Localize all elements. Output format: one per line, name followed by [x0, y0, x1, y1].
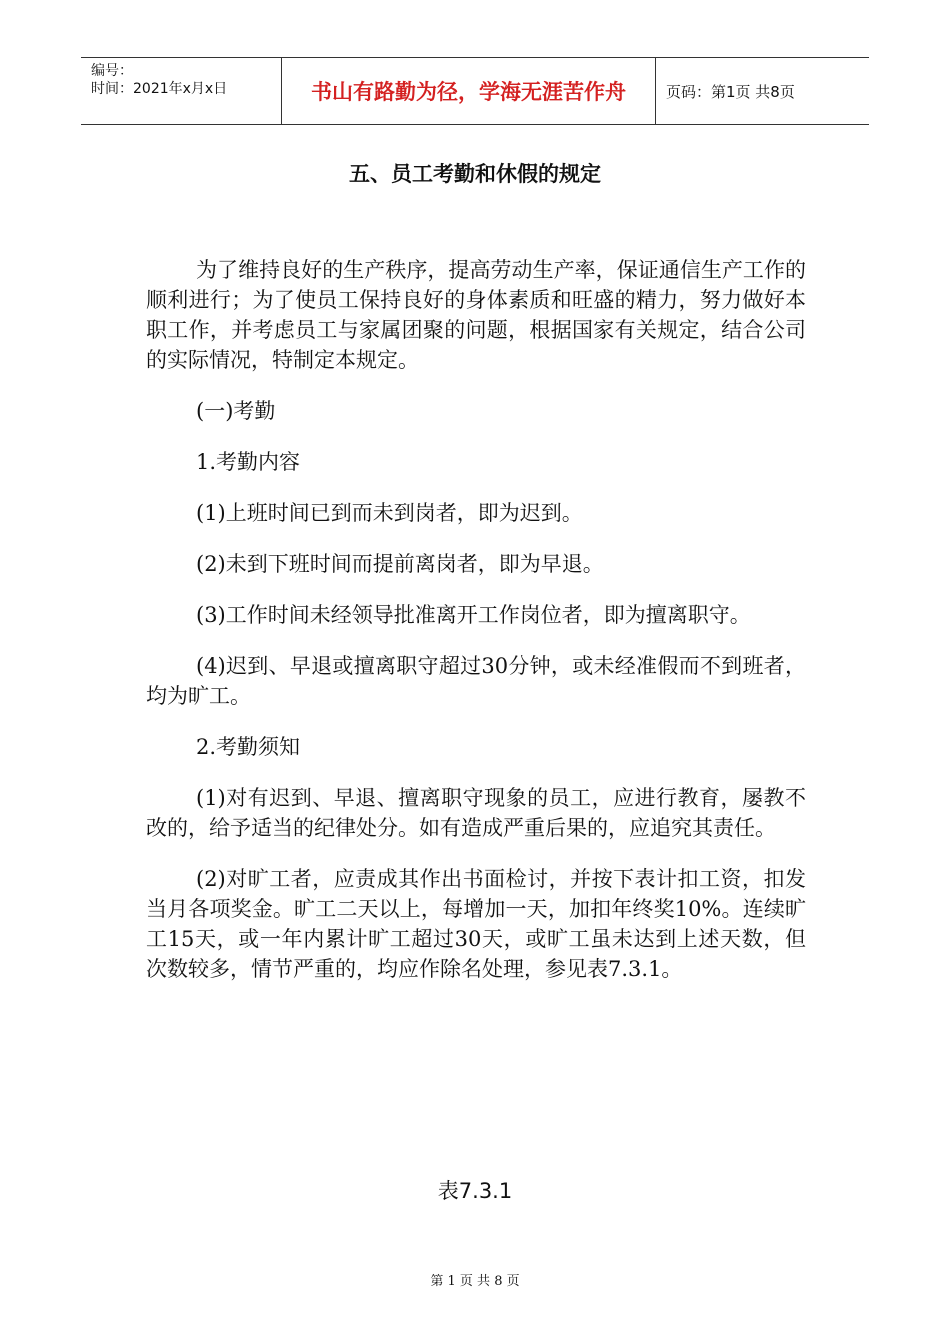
- document-title: 五、员工考勤和休假的规定: [349, 162, 601, 186]
- document-body: [146, 255, 806, 984]
- table-caption: 表7.3.1: [437, 1179, 513, 1203]
- paragraph-intro: 为了维持良好的生产秩序，提高劳动生产率，保证通信生产工作的顺利进行；为了使员工保持良好的身体素质和旺盛的精力，努力做好本职工作，并考虑员工与家属团聚的问题，根据国家有关规定，结合公司的实际情况，特制定本规定。: [146, 258, 806, 372]
- document-header: [81, 57, 869, 125]
- header-page-info: 页码：第1页 共8页: [666, 82, 795, 101]
- subheading-attendance-content: 1.考勤内容: [196, 450, 301, 474]
- list-item-early-leave: (2)未到下班时间而提前离岗者，即为早退。: [196, 552, 604, 576]
- list-item-absenteeism: (4)迟到、早退或擅离职守超过30分钟，或未经准假而不到班者，均为旷工。: [146, 654, 806, 708]
- date-label: 时间：2021年x月x日: [91, 81, 228, 97]
- header-meta: [81, 58, 281, 124]
- list-item-late: (1)上班时间已到而未到岗者，即为迟到。: [196, 501, 583, 525]
- subheading-attendance-notes: 2.考勤须知: [196, 735, 301, 759]
- list-item-discipline: (1)对有迟到、早退、擅离职守现象的员工，应进行教育，屡教不改的，给予适当的纪律处分。如有造成严重后果的，应追究其责任。: [146, 786, 806, 840]
- header-motto: 书山有路勤为径，学海无涯苦作舟: [281, 58, 656, 124]
- list-item-absenteeism-penalty: (2)对旷工者，应责成其作出书面检讨，并按下表计扣工资，扣发当月各项奖金。旷工二天以上，每增加一天，加扣年终奖10%。连续旷工15天，或一年内累计旷工超过30天，或旷工虽未达到上述天数，但次数较多，情节严重的，均应作除名处理，参见表7.3.1。: [146, 867, 806, 981]
- section-heading-attendance: (一)考勤: [196, 399, 276, 423]
- page-footer: 第 1 页 共 8 页: [430, 1274, 520, 1289]
- serial-number-label: 编号：: [91, 63, 133, 79]
- list-item-absent-post: (3)工作时间未经领导批准离开工作岗位者，即为擅离职守。: [196, 603, 751, 627]
